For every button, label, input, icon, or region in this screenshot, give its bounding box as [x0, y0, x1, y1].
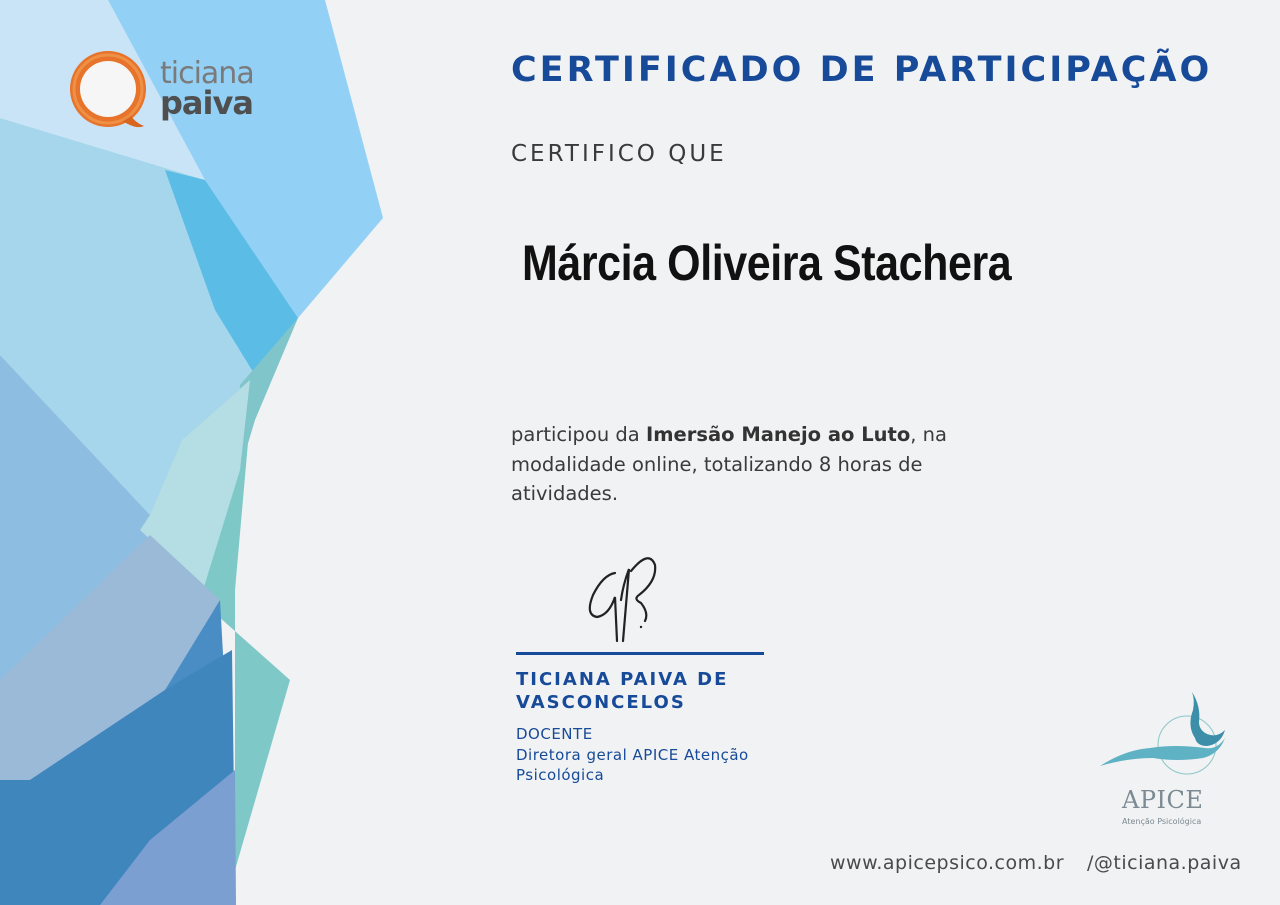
signatory-role: DOCENTE — [516, 725, 593, 743]
body-prefix: participou da — [511, 423, 646, 446]
signature — [575, 545, 675, 645]
recipient-name: Márcia Oliveira Stachera — [522, 235, 1012, 291]
signature-line — [516, 652, 764, 655]
logo-text-paiva: paiva — [160, 84, 253, 122]
footer-website: www.apicepsico.com.br — [830, 852, 1065, 874]
signatory-name: TICIANA PAIVA DE VASCONCELOS — [516, 669, 729, 713]
apice-subtitle: Atenção Psicológica — [1122, 817, 1202, 826]
certificate-body — [511, 420, 981, 509]
apice-name: APICE — [1122, 786, 1204, 814]
event-name: Imersão Manejo ao Luto — [645, 423, 911, 446]
signatory-position: Diretora geral APICE Atenção Psicológica — [516, 746, 749, 784]
logo-text-ticiana: ticiana — [160, 56, 254, 91]
certificate-intro: CERTIFICO QUE — [511, 141, 727, 167]
certificate-title: CERTIFICADO DE PARTICIPAÇÃO — [511, 50, 1213, 90]
footer-instagram: /@ticiana.paiva — [1087, 852, 1242, 874]
body-suffix: , na modalidade online, totalizando 8 horas de atividades. — [511, 423, 947, 505]
apice-logo-mark — [1095, 688, 1235, 783]
